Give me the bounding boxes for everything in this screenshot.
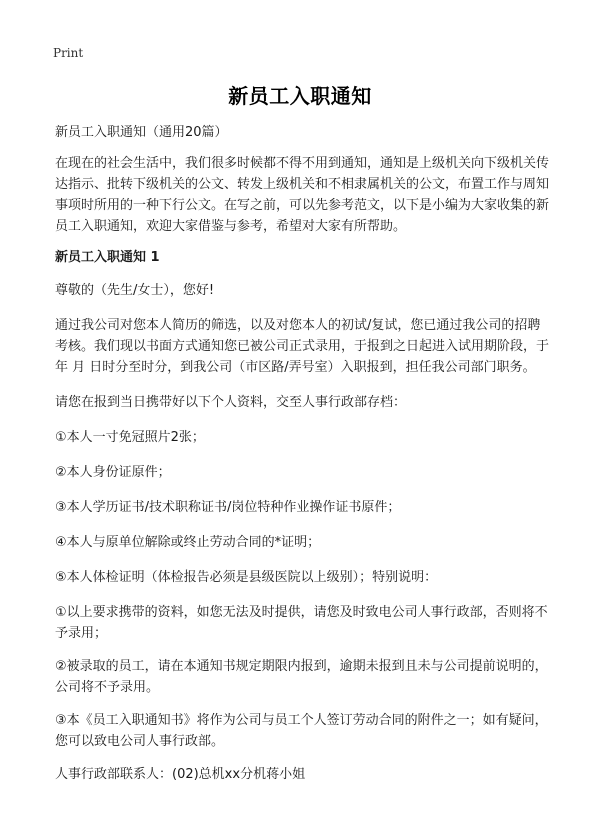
required-item: ①本人一寸免冠照片2张； — [55, 430, 205, 445]
greeting: 尊敬的（先生/女士），您好! — [55, 283, 215, 298]
note-item: ①以上要求携带的资料，如您无法及时提供，请您及时致电公司人事行政部，否则将不予录用； — [55, 605, 548, 641]
body-paragraph-1: 通过我公司对您本人简历的筛选，以及对您本人的初试/复试，您已通过我公司的招聘考核。我们现以书面方式通知您已被公司正式录用，于报到之日起进入试用期阶段，于 年 月 日时分至时分，到我公司（市区路/弄号室）入职报到，担任我公司部门职务。 — [55, 318, 550, 375]
note-item: ②被录取的员工，请在本通知书规定期限内报到，逾期未报到且未与公司提前说明的，公司将不予录用。 — [55, 659, 548, 695]
note-item: ③本《员工入职通知书》将作为公司与员工个人签订劳动合同的附件之一；如有疑问，您可以致电公司人事行政部。 — [55, 713, 548, 749]
document-title: 新员工入职通知 — [228, 84, 372, 108]
document-subtitle: 新员工入职通知（通用20篇） — [55, 125, 228, 140]
required-item: ⑤本人体检证明（体检报告必须是县级医院以上级别）；特别说明： — [55, 570, 438, 585]
contact-line: 人事行政部联系人：(02)总机xx分机蒋小姐 — [55, 767, 306, 782]
section-heading: 新员工入职通知 1 — [55, 250, 160, 265]
print-label: Print — [53, 46, 84, 60]
intro-paragraph: 在现在的社会生活中，我们很多时候都不得不用到通知，通知是上级机关向下级机关传达指示、批转下级机关的公文、转发上级机关和不相隶属机关的公文，布置工作与周知事项时所用的一种下行公文。在写之前，可以先参考范文，以下是小编为大家收集的新员工入职通知，欢迎大家借鉴与参考，希望对大家有所帮助。 — [55, 156, 550, 234]
required-item: ②本人身份证原件； — [55, 465, 171, 480]
document-body — [55, 122, 553, 799]
body-paragraph-2: 请您在报到当日携带好以下个人资料，交至人事行政部存档： — [55, 395, 407, 410]
required-item: ④本人与原单位解除或终止劳动合同的*证明； — [55, 535, 321, 550]
required-item: ③本人学历证书/技术职称证书/岗位特种作业操作证书原件； — [55, 500, 401, 515]
